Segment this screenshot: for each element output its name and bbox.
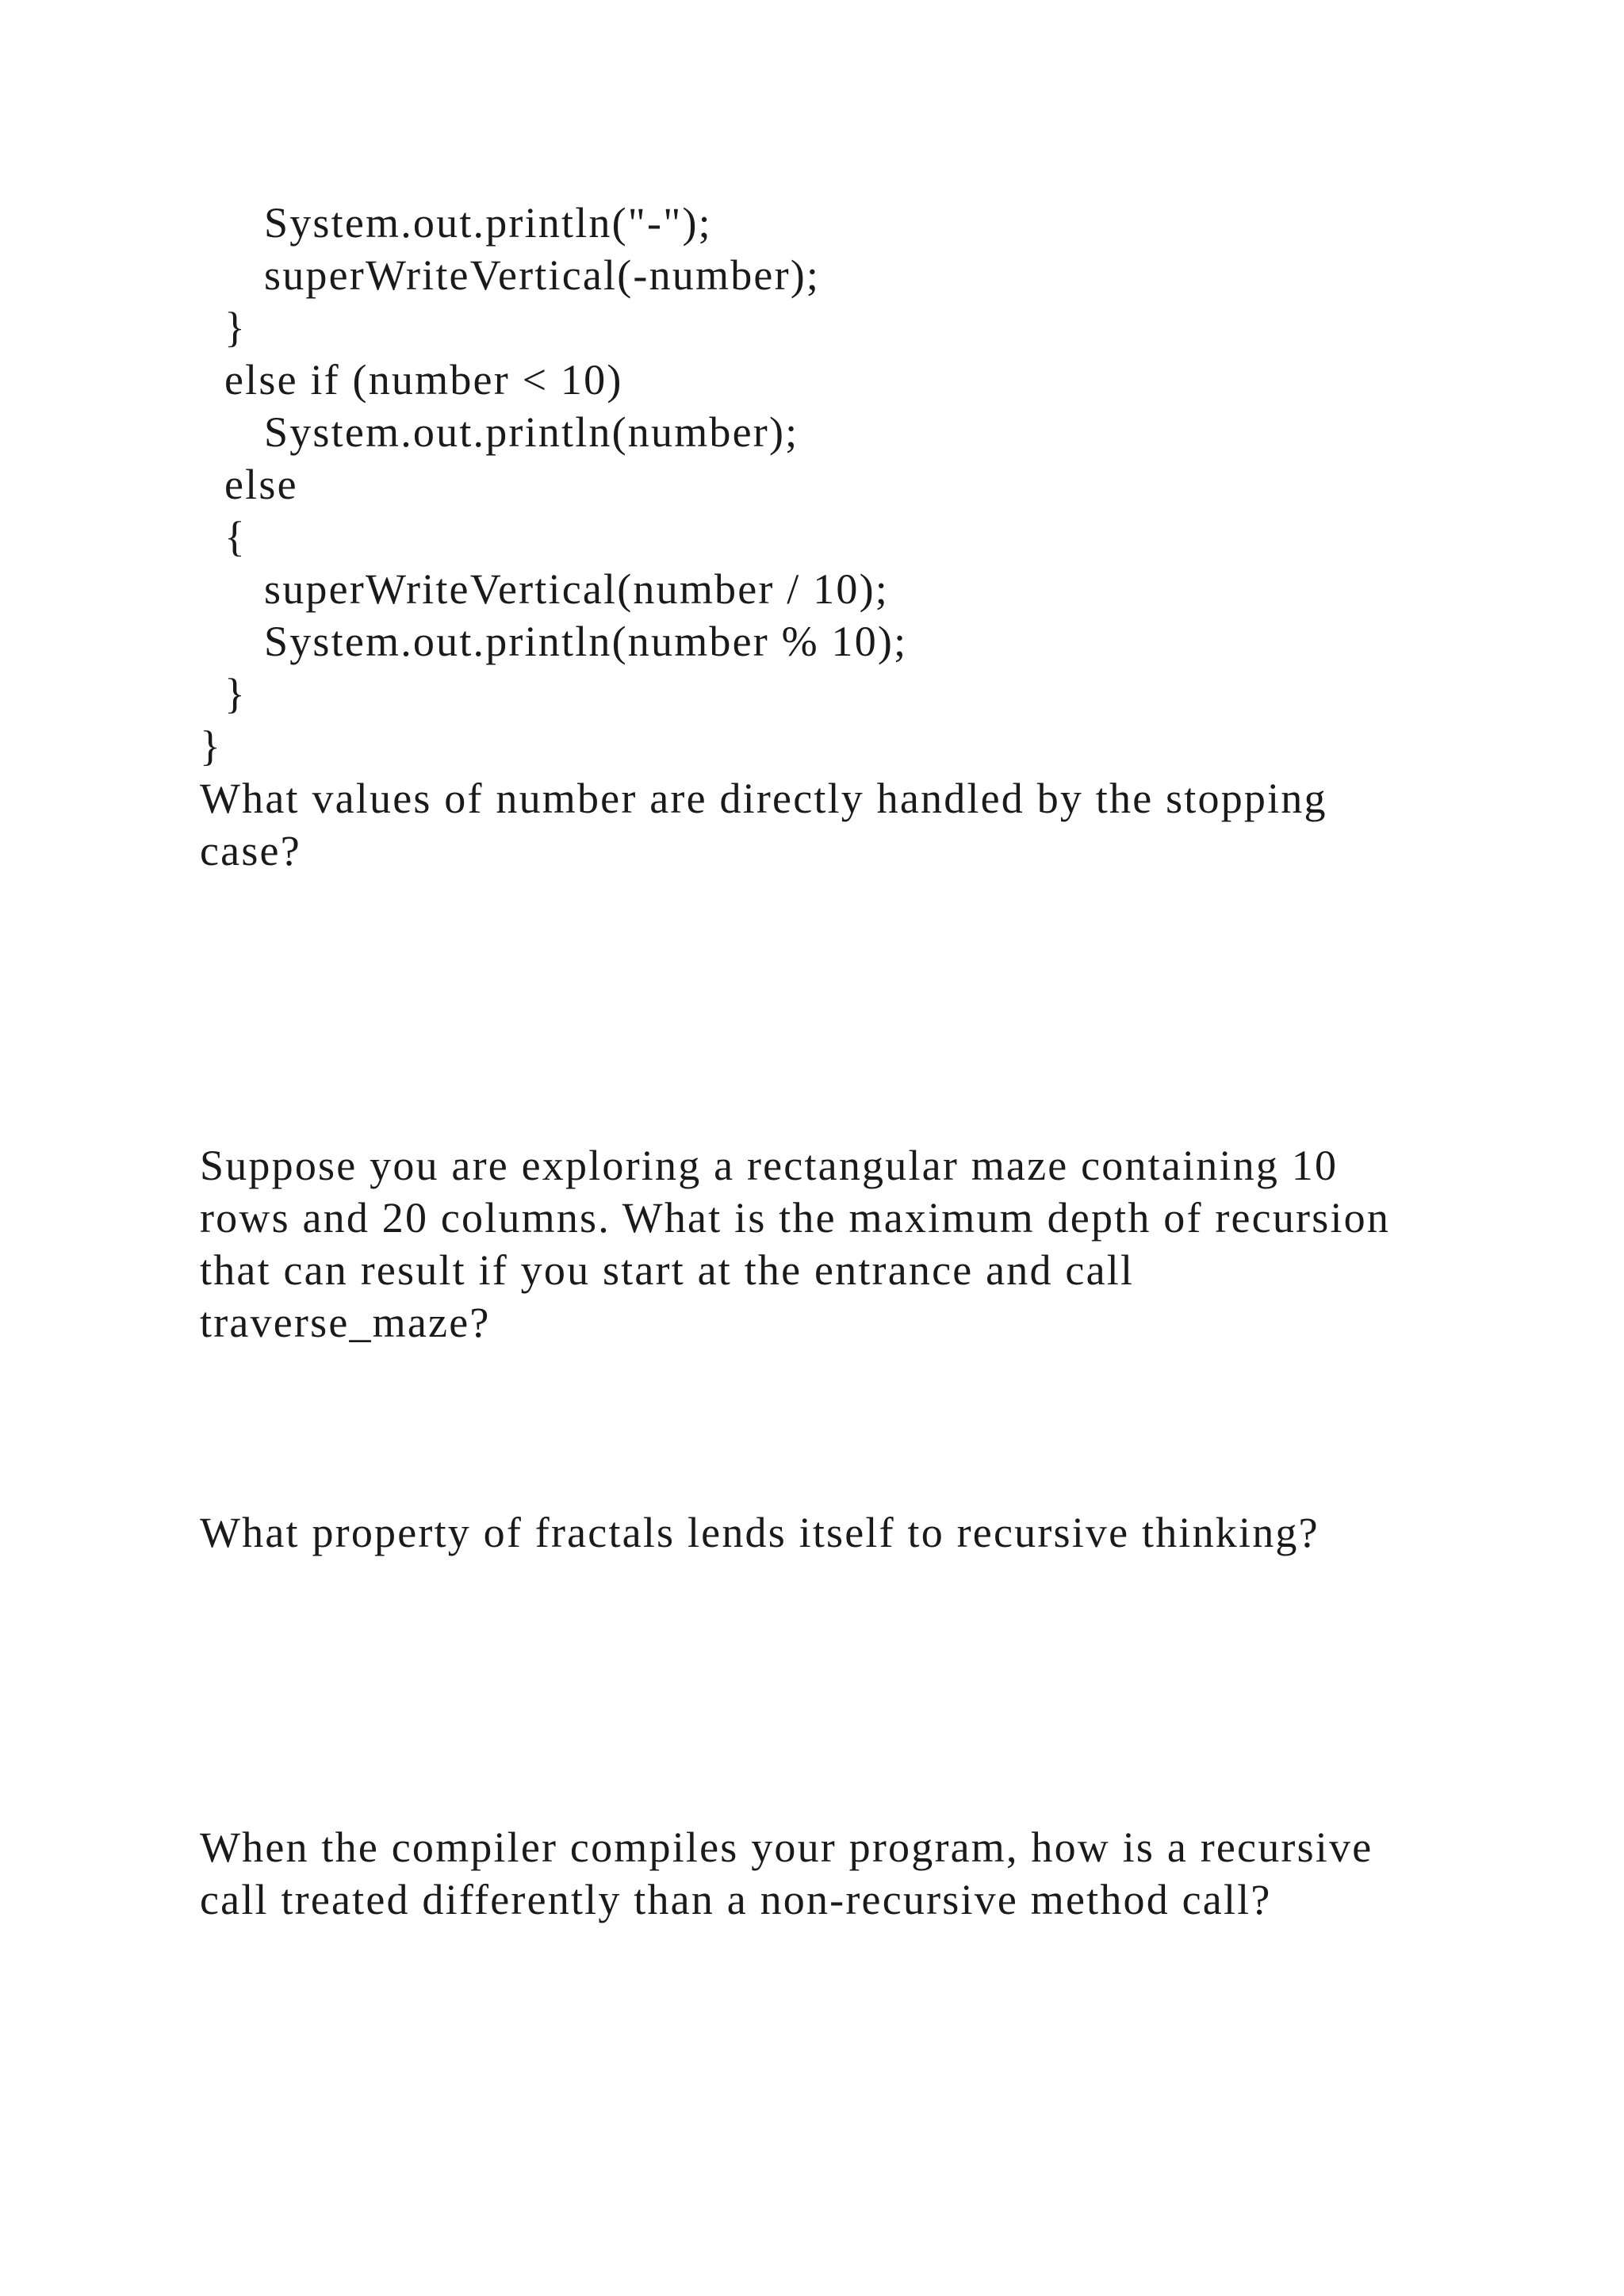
question-line: call treated differently than a non-recursive method call?: [200, 1876, 1272, 1923]
question-line: When the compiler compiles your program, how is a recursive: [200, 1823, 1373, 1871]
code-line: System.out.println(number % 10);: [264, 618, 908, 665]
question-line: What values of number are directly handled by the stopping: [200, 775, 1327, 822]
question-line: that can result if you start at the entrance and call: [200, 1246, 1135, 1294]
code-line: }: [224, 670, 247, 718]
question-line: Suppose you are exploring a rectangular maze containing 10: [200, 1142, 1339, 1189]
code-line: }: [224, 304, 247, 351]
code-line: else: [224, 461, 298, 508]
code-line: {: [224, 513, 247, 561]
code-line: System.out.println("-");: [264, 199, 712, 247]
code-line: }: [200, 722, 223, 770]
question-line: rows and 20 columns. What is the maximum depth of recursion: [200, 1194, 1391, 1242]
code-line: superWriteVertical(-number);: [264, 251, 821, 299]
code-line: System.out.println(number);: [264, 408, 799, 456]
code-line: superWriteVertical(number / 10);: [264, 565, 889, 613]
question-line: What property of fractals lends itself to recursive thinking?: [200, 1509, 1320, 1556]
question-line: case?: [200, 827, 301, 874]
question-line: traverse_maze?: [200, 1299, 491, 1346]
code-line: else if (number < 10): [224, 356, 623, 404]
